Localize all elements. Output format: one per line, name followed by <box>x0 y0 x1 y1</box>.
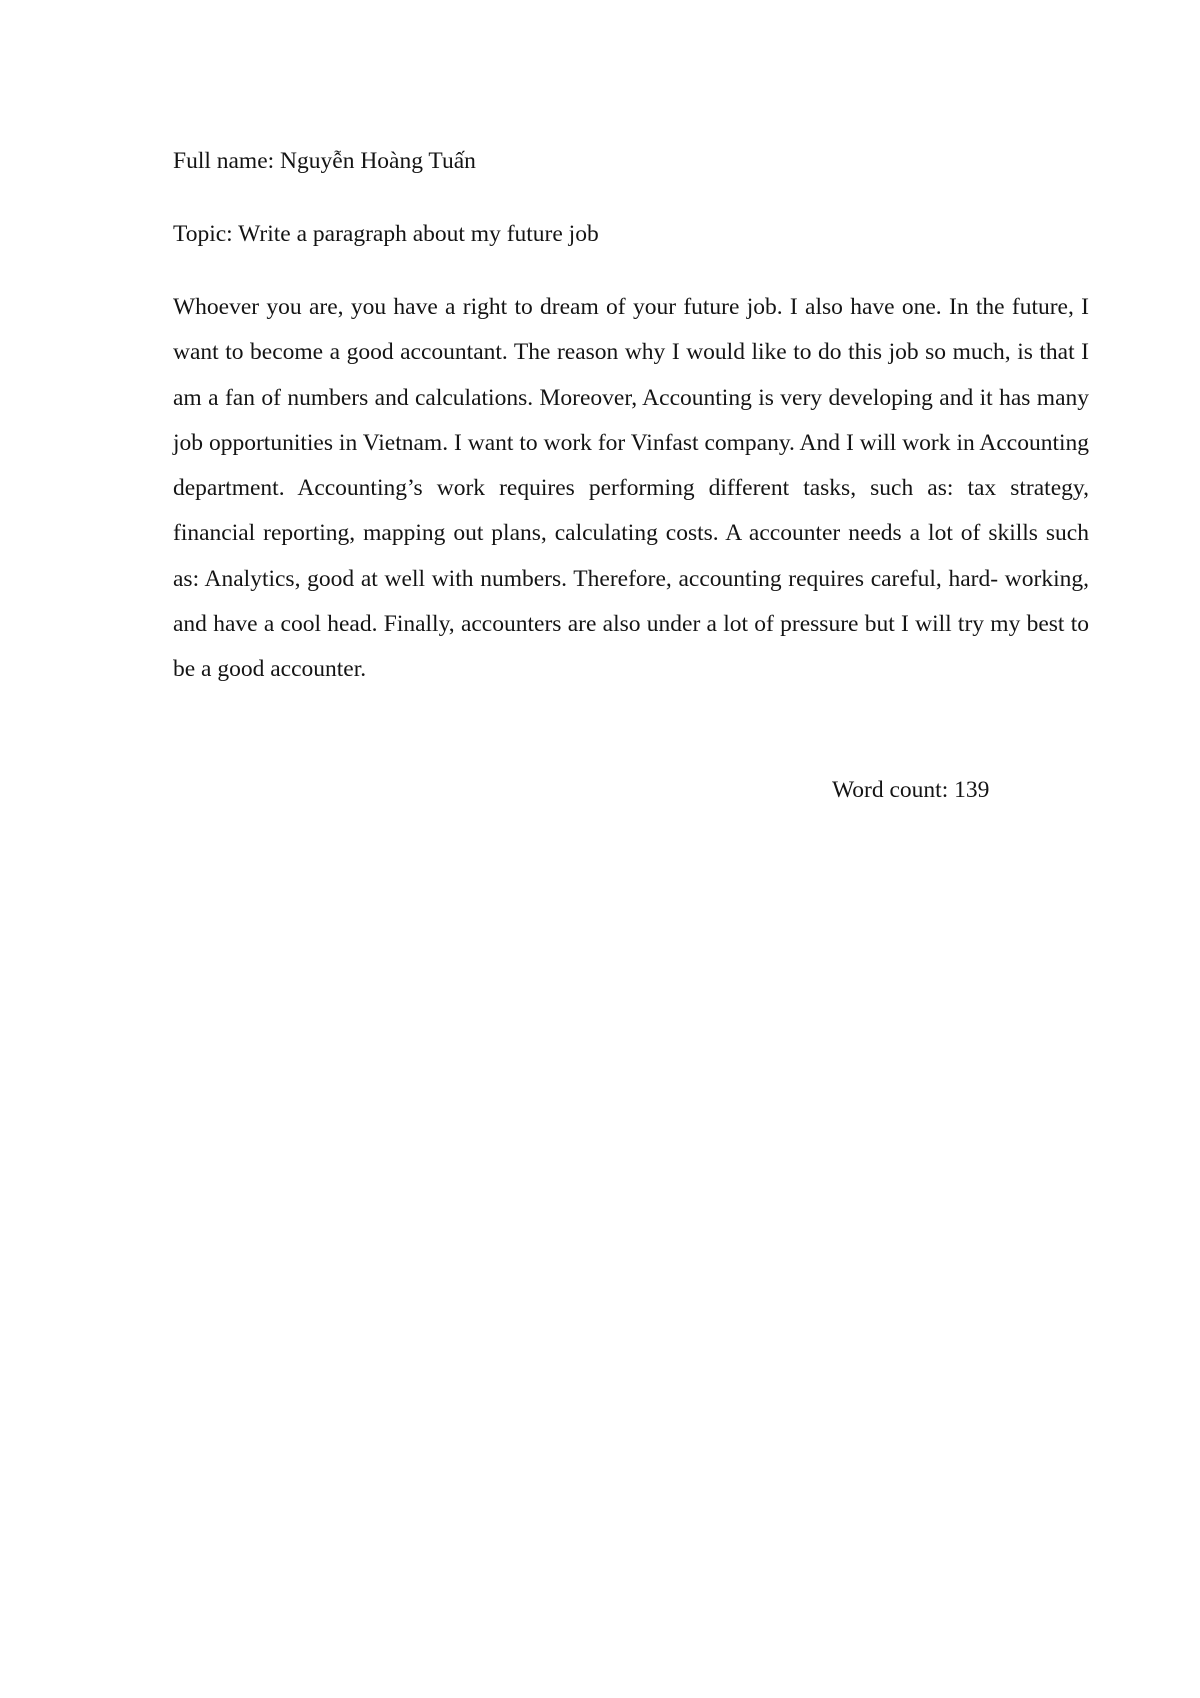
full-name-line: Full name: Nguyễn Hoàng Tuấn <box>173 148 476 174</box>
topic-line: Topic: Write a paragraph about my future job <box>173 221 599 247</box>
essay-paragraph: Whoever you are, you have a right to dream of your future job. I also have one. In the future, I want to become a good accountant. The reason why I would like to do this job so much, is that I am a fan of numbers and calculations. Moreover, Accounting is very developing and it has many job opportunities in Vietnam. I want to work for Vinfast company. And I will work in Accounting department. Accounting’s work requires performing different tasks, such as: tax strategy, financial reporting, mapping out plans, calculating costs. A accounter needs a lot of skills such as: Analytics, good at well with numbers. Therefore, accounting requires careful, hard- working, and have a cool head. Finally, accounters are also under a lot of pressure but I will try my best to be a good accounter. <box>173 294 1089 683</box>
word-count-line: Word count: 139 <box>832 777 990 803</box>
